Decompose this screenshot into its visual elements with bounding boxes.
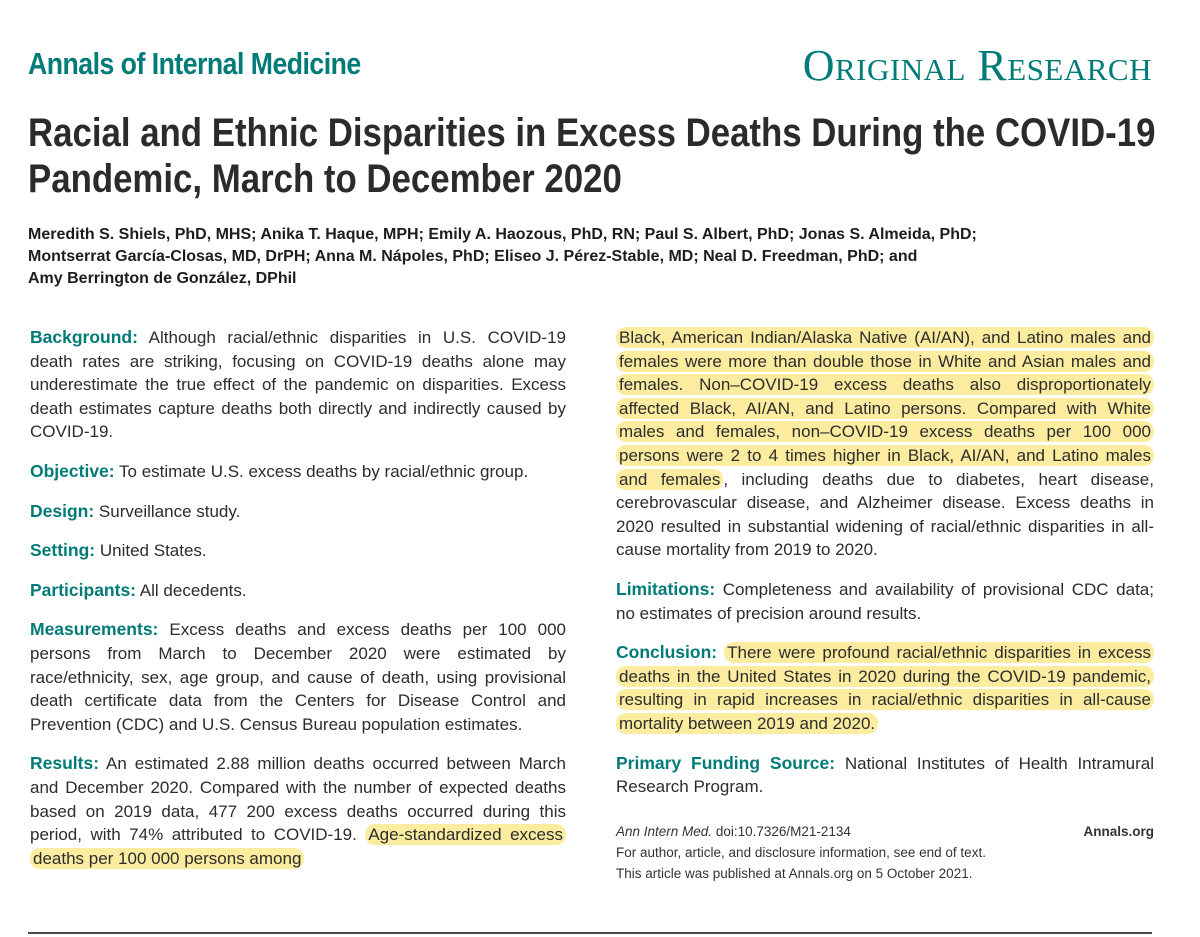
design-label: Design: [30,500,95,521]
author-line-1: Meredith S. Shiels, PhD, MHS; Anika T. Haque, MPH; Emily A. Haozous, PhD, RN; Paul S. Albert, PhD; Jonas S. Almeida, PhD; [28,226,977,243]
abstract-left-column [30,326,566,886]
setting-section [30,539,566,563]
limitations-text: Completeness and availability of provisional CDC data; no estimates of precision around results. [616,579,1154,623]
funding-label: Primary Funding Source: [616,752,836,773]
citation [616,821,851,842]
author-list [28,224,1158,290]
design-section [30,500,566,524]
background-text: Although racial/ethnic disparities in U.S. COVID-19 death rates are striking, focusing on COVID-19 deaths alone may underestimate the true effect of the pandemic on disparities. Excess death estimates capture deaths both directly and indirectly caused by COVID-19. [30,328,566,442]
limitations-section [616,578,1154,625]
citation-doi: doi:10.7326/M21-2134 [715,823,851,839]
limitations-label: Limitations: [616,578,716,599]
objective-label: Objective: [30,460,115,481]
author-line-2: Montserrat García-Closas, MD, DrPH; Anna M. Nápoles, PhD; Eliseo J. Pérez-Stable, MD; Neal D. Freedman, PhD; and [28,248,918,265]
results-highlight-a: Age-standardized excess deaths per 100 000 persons among [30,824,566,869]
design-text: Surveillance study. [98,501,241,521]
results-section [30,752,566,870]
setting-label: Setting: [30,540,96,561]
citation-journal: Ann Intern Med. [616,823,713,839]
conclusion-section [616,641,1154,735]
author-line-3: Amy Berrington de González, DPhil [28,270,297,287]
conclusion-highlight: There were profound racial/ethnic disparities in excess deaths in the United States in 2020 during the COVID-19 pandemic, resulting in rapid increases in racial/ethnic disparities in all-cause mortality between 2019 and 2020. [616,642,1154,734]
participants-text: All decedents. [139,580,247,600]
setting-text: United States. [99,541,207,561]
funding-section [616,752,1154,799]
results-text-b: , including deaths due to diabetes, heart disease, cerebrovascular disease, and Alzheimer disease. Excess deaths in 2020 resulted in substantial widening of racial/ethnic disparities in all-cause mortality from 2019 to 2020. [616,469,1154,560]
publication-note: This article was published at Annals.org on 5 October 2021. [616,865,973,881]
conclusion-label: Conclusion: [616,642,718,663]
measurements-label: Measurements: [30,619,159,640]
author-info-note: For author, article, and disclosure information, see end of text. [616,844,986,860]
results-text: An estimated 2.88 million deaths occurred between March and December 2020. Compared with the number of expected deaths based on 2019 data, 477 200 excess deaths occurred during this period, with 74% attributed to COVID-19. [30,754,566,845]
bottom-rule [28,932,1152,934]
participants-section [30,579,566,603]
results-label: Results: [30,753,100,774]
background-label: Background: [30,327,138,347]
section-label: Original Research [802,41,1152,90]
article-title: Racial and Ethnic Disparities in Excess Deaths During the COVID-19 Pandemic, March to December 2020 [28,111,1156,201]
funding-text: National Institutes of Health Intramural Research Program. [616,753,1154,797]
results-highlight-b: Black, American Indian/Alaska Native (AI/AN), and Latino males and females were more than double those in White and Asian males and females. Non–COVID-19 excess deaths also disproportionately affected Black, AI/AN, and Latino persons. Compared with White males and females, non–COVID-19 excess deaths per 100 000 persons were 2 to 4 times higher in Black, AI/AN, and Latino males and females [616,327,1154,490]
citation-footer [616,821,1154,884]
journal-site: Annals.org [1083,823,1154,839]
journal-name: Annals of Internal Medicine [28,46,361,81]
objective-section [30,460,566,484]
objective-text: To estimate U.S. excess deaths by racial/ethnic group. [119,461,529,481]
abstract-right-column [616,326,1154,884]
results-continued [616,326,1154,562]
background-section [30,326,566,444]
measurements-section [30,618,566,736]
measurements-text: Excess deaths and excess deaths per 100 000 persons from March to December 2020 were estimated by race/ethnicity, sex, age group, and cause of death, using provisional death certificate data from the Centers for Disease Control and Prevention (CDC) and U.S. Census Bureau population estimates. [30,620,566,734]
participants-label: Participants: [30,579,136,600]
citation-row [616,821,1154,842]
